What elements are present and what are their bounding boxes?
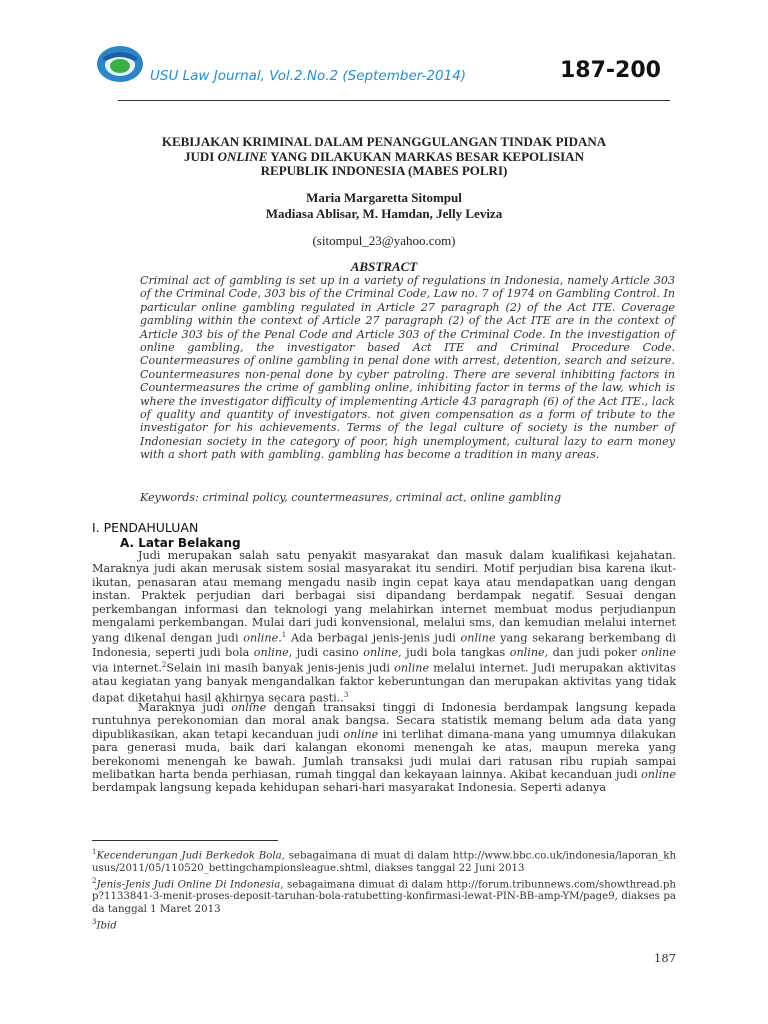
- author-email: (sitompul_23@yahoo.com): [312, 233, 456, 248]
- footnote-2: $^2$Jenis-Jenis Judi Online Di Indonesia, sebagaimana dimuat di dalam http://forum.tribunnews.com/showthread.php?1133841-3-menit-proses-deposit-taruhan-bola-ratubetting-konfirmasi-lewat-PIN-BB-amp-YM/page9, diakses pada tanggal 1 Maret 2013: [92, 876, 676, 915]
- section-heading: I. PENDAHULUAN: [92, 520, 199, 535]
- footnote-3: $^3$Ibid: [92, 917, 117, 932]
- footnote-ref-3: 3: [343, 690, 349, 699]
- abstract-heading: ABSTRACT: [350, 259, 418, 274]
- footnote-ref-2: 2: [161, 660, 167, 669]
- header-rule: [118, 100, 670, 101]
- subsection-heading: A. Latar Belakang: [120, 536, 241, 550]
- footnote-1: $^1$Kecenderungan Judi Berkedok Bola, sebagaimana di muat di dalam http://www.bbc.co.uk/indonesia/laporan_khusus/2011/05/110520_bettingchampionsleague.shtml, diakses tanggal 22 Juni 2013: [92, 848, 676, 874]
- title-line-1: KEBIJAKAN KRIMINAL DALAM PENANGGULANGAN TINDAK PIDANA: [161, 134, 607, 149]
- author-coauthors: Madiasa Ablisar, M. Hamdan, Jelly Leviza: [265, 205, 503, 221]
- body-paragraph-2: Maraknya judi online dengan transaksi tinggi di Indonesia berdampak langsung kepada runtuhnya perekonomian dan moral anak bangsa. Secara statistik memang belum ada data yang dipublikasikan, akan tetapi kecanduan judi online ini terlihat dimana-mana yang umumnya dilakukan para generasi muda, baik dari kalangan ekonomi menengah ke atas, maupun mereka yang berekonomi menengah ke bawah. Jumlah transaksi judi mulai dari ratusan ribu rupiah sampai melibatkan harta benda perhiasan, rumah tinggal dan kekayaan lainnya. Akibat kecanduan judi online berdampak langsung kepada kehidupan sehari-hari masyarakat Indonesia. Seperti adanya: [92, 701, 676, 795]
- title-line-2: JUDI ONLINE YANG DILAKUKAN MARKAS BESAR KEPOLISIAN: [184, 148, 584, 164]
- footnotes: [92, 846, 676, 932]
- journal-logo: [96, 44, 144, 84]
- journal-title: USU Law Journal, Vol.2.No.2 (September-2014): [150, 68, 467, 84]
- abstract-text: Criminal act of gambling is set up in a variety of regulations in Indonesia, namely Article 303 of the Criminal Code, 303 bis of the Criminal Code, Law no. 7 of 1974 on Gambling Control. In particular online gambling regulated in Article 27 paragraph (2) of the Act ITE. Coverage gambling within the context of Article 27 paragraph (2) of the Act ITE are in the context of Article 303 bis of the Penal Code and Article 303 of the Criminal Code. In the investigation of online gambling, the investigator based Act ITE and Criminal Procedure Code. Countermeasures of online gambling in penal done with arrest, detention, search and seizure. Countermeasures non-penal done by cyber patroling. There are several inhibiting factors in Countermeasures the crime of gambling online, inhibiting factor in terms of the law, which is where the investigator difficulty of implementing Article 43 paragraph (6) of the Act ITE., lack of quality and quantity of investigators. not given compensation as a form of tribute to the investigator for his achievements. Terms of the legal culture of society is the number of Indonesian society in the category of poor, high unemployment, cultural lazy to earn money with a short path with gambling. gambling has become a tradition in many areas.: [140, 274, 675, 462]
- footnote-rule: [92, 840, 278, 841]
- page-number: 187: [654, 951, 676, 965]
- authors: [80, 190, 688, 221]
- article-title: [80, 135, 688, 179]
- author-primary: Maria Margaretta Sitompul: [306, 190, 462, 205]
- keywords: Keywords: criminal policy, countermeasures, criminal act, online gambling: [140, 491, 562, 504]
- footnote-ref-1: 1: [281, 631, 287, 640]
- title-line-3: REPUBLIK INDONESIA (MABES POLRI): [260, 163, 508, 178]
- page-range: 187-200: [560, 58, 661, 83]
- body-paragraph-1: Judi merupakan salah satu penyakit masyarakat dan masuk dalam kualifikasi kejahatan. Maraknya judi akan merusak sistem sosial masyarakat itu sendiri. Motif perjudian bisa karena ikut-ikutan, penasaran atau memang mengadu nasib ingin cepat kaya atau mendapatkan uang dengan instan. Praktek perjudian dari berbagai sisi dipandang berdampak negatif. Sesuai dengan perkembangan informasi dan teknologi yang melahirkan internet membuat modus perjudianpun mengalami perkembangan. Mulai dari judi konvensional, melalui sms, dan kemudian melalui internet yang dikenal dengan judi online.$^1$ Ada berbagai jenis-jenis judi online yang sekarang berkembang di Indonesia, seperti judi bola online, judi casino online, judi bola tangkas online, dan judi poker online via internet.$^2$Selain ini masih banyak jenis-jenis judi online melalui internet. Judi merupakan aktivitas atau kegiatan yang banyak mengandalkan faktor keberuntungan dan merupakan aktivitas yang tidak dapat diketahui hasil akhirnya secara pasti..$^3$: [92, 549, 677, 705]
